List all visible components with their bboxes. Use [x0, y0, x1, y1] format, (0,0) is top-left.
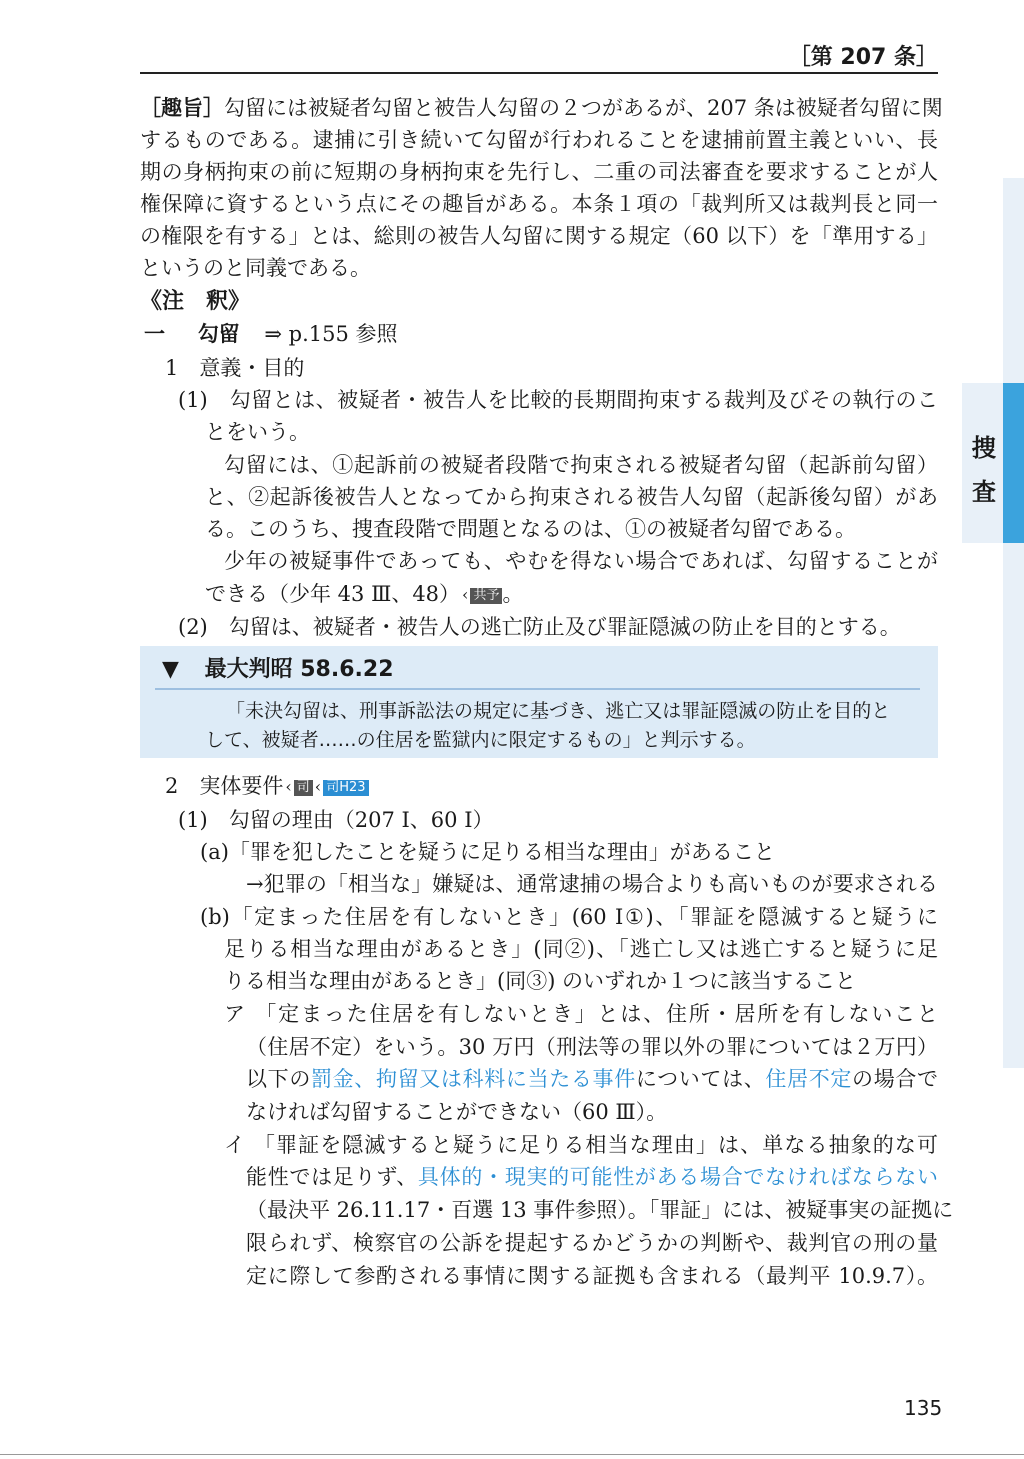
paragraph-line: る。このうち、捜査段階で問題となるのは、①の被疑者勾留である。 — [205, 517, 856, 541]
paragraph-text: の場合で — [852, 1067, 939, 1091]
bottom-rule — [0, 1454, 1024, 1455]
section-1-heading — [144, 320, 398, 348]
article-tag: ［第 207 条］ — [788, 45, 938, 70]
case-text-line: 「未決勾留は、刑事訴訟法の規定に基づき、逃亡又は罪証隠滅の防止を目的と — [226, 700, 891, 722]
case-text-line: して、被疑者……の住居を監獄内に限定するもの」と判示する。 — [205, 729, 756, 751]
paragraph-line: 少年の被疑事件であっても、やむを得ない場合であれば、勾留することが — [224, 549, 938, 573]
badge-pointer-icon: ‹ — [285, 777, 292, 796]
section-1-number: 一 — [144, 321, 165, 346]
paragraph-line: （住居不定）をいう。30 万円（刑法等の罪以外の罪については２万円） — [246, 1035, 938, 1059]
header-rule — [140, 72, 938, 74]
badge-pointer-icon: ‹ — [314, 777, 322, 796]
paragraph-line: イ 「罪証を隠滅すると疑うに足りる相当な理由」は、単なる抽象的な可 — [224, 1133, 938, 1157]
annotation-heading: 《注 釈》 — [140, 289, 251, 314]
badge-pointer-icon: ‹ — [462, 585, 469, 604]
case-rule — [155, 688, 920, 690]
paragraph-line: りる相当な理由があるとき」(同③) のいずれか１つに該当すること — [224, 969, 857, 993]
side-index-bar — [1003, 178, 1024, 1068]
paragraph-text: 以下の — [246, 1067, 311, 1091]
side-tab-char: 査 — [972, 478, 996, 506]
subsection-title: 2 実体要件 — [165, 774, 284, 798]
paragraph-line: とをいう。 — [205, 420, 310, 444]
intro-line: 権保障に資するという点にその趣旨がある。本条１項の「裁判所又は裁判長と同一 — [140, 192, 938, 216]
exam-badge: 司H23 — [323, 780, 368, 796]
paragraph-line — [246, 1065, 938, 1093]
intro-line: 期の身柄拘束の前に短期の身柄拘束を先行し、二重の司法審査を要求することが人 — [140, 160, 938, 184]
paragraph-line: と、②起訴後被告人となってから拘束される被告人勾留（起訴後勾留）があ — [205, 485, 938, 509]
paragraph-line: なければ勾留することができない（60 Ⅲ）。 — [246, 1100, 668, 1124]
paragraph-line: (1) 勾留とは、被疑者・被告人を比較的長期間拘束する裁判及びその執行のこ — [178, 388, 938, 412]
paragraph-line: (b)「定まった住居を有しないとき」(60 Ⅰ①)、「罪証を隠滅すると疑うに — [200, 905, 938, 929]
paragraph-line: 限られず、検察官の公訴を提起するかどうかの判断や、裁判官の刑の量 — [246, 1231, 938, 1255]
paragraph-line: (1) 勾留の理由（207 Ⅰ、60 Ⅰ） — [178, 808, 494, 832]
paragraph-line: ア 「定まった住居を有しないとき」とは、住所・居所を有しないこと — [224, 1002, 938, 1026]
intro-line: の権限を有する」とは、総則の被告人勾留に関する規定（60 以下）を「準用する」 — [140, 224, 938, 248]
highlight-text: 罰金、拘留又は科料に当たる事件 — [310, 1067, 636, 1091]
paragraph-line: (a)「罪を犯したことを疑うに足りる相当な理由」があること — [200, 840, 775, 864]
section-1-ref: ⇒ p.155 参照 — [264, 322, 398, 346]
intro-text: 勾留には被疑者勾留と被告人勾留の２つがあるが、207 条は被疑者勾留に関 — [224, 96, 943, 120]
paragraph-line: （最決平 26.11.17・百選 13 事件参照）。「罪証」には、被疑事実の証拠に — [246, 1198, 954, 1222]
intro-line — [140, 94, 943, 122]
paragraph-line: 勾留には、①起訴前の被疑者段階で拘束される被疑者勾留（起訴前勾留） — [224, 453, 938, 477]
paragraph-text: 能性では足りず、 — [246, 1165, 418, 1189]
section-1-title: 勾留 — [197, 321, 240, 346]
paragraph-line: 足りる相当な理由があるとき」(同②)、「逃亡し又は逃亡すると疑うに足 — [224, 937, 938, 961]
triangle-down-icon: ▼ — [162, 657, 179, 682]
exam-badge: 共予 — [470, 588, 502, 604]
highlight-text: 具体的・現実的可能性がある場合でなければならない — [417, 1165, 938, 1189]
paragraph-line: →犯罪の「相当な」嫌疑は、通常逮捕の場合よりも高いものが要求される — [246, 872, 938, 896]
paragraph-line — [246, 1163, 938, 1191]
side-tab-accent — [1003, 383, 1024, 543]
side-tab-char: 捜 — [972, 434, 996, 462]
case-title-text: 最大判昭 58.6.22 — [204, 657, 394, 682]
paragraph-line: 定に際して参酌される事情に関する証拠も含まれる（最判平 10.9.7）。 — [246, 1264, 938, 1288]
paragraph-text: 。 — [502, 582, 524, 606]
paragraph-line — [205, 580, 523, 609]
intro-line: するものである。逮捕に引き続いて勾留が行われることを逮捕前置主義といい、長 — [140, 128, 938, 152]
highlight-text: 住居不定 — [765, 1067, 853, 1091]
paragraph-text: できる（少年 43 Ⅲ、48） — [205, 582, 461, 606]
intro-line: というのと同義である。 — [140, 256, 371, 280]
intro-heading: ［趣旨］ — [140, 96, 224, 120]
subsection-heading — [165, 772, 369, 801]
case-title — [162, 655, 394, 685]
subsection-heading: 1 意義・目的 — [165, 356, 305, 380]
page-number: 135 — [904, 1396, 943, 1420]
paragraph-text: については、 — [635, 1067, 766, 1091]
exam-badge: 司 — [294, 780, 313, 796]
paragraph-line: (2) 勾留は、被疑者・被告人の逃亡防止及び罪証隠滅の防止を目的とする。 — [178, 615, 901, 639]
